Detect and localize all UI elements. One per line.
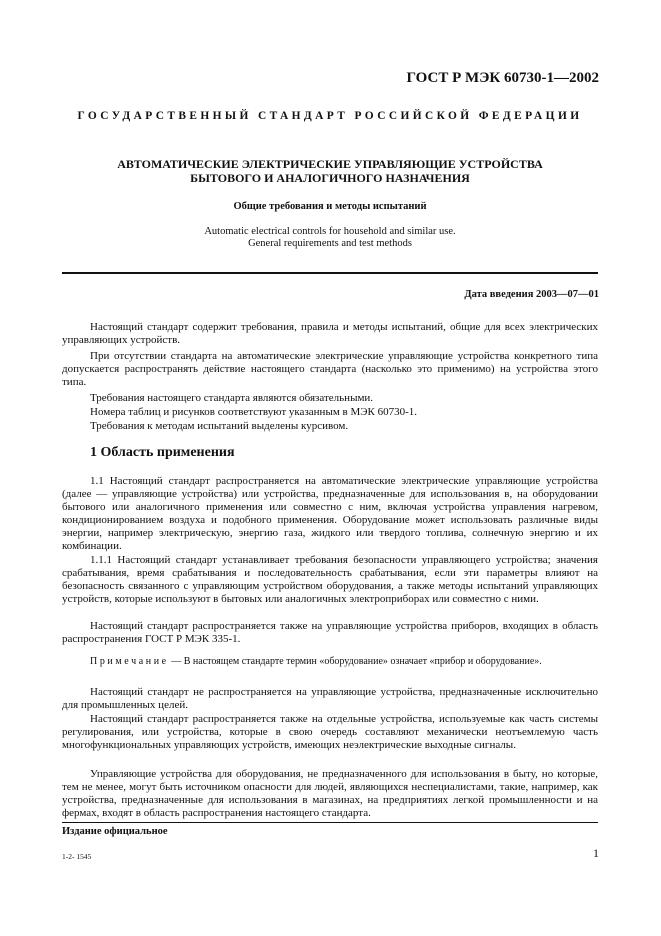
section-heading: 1 Область применения bbox=[90, 445, 235, 460]
note bbox=[62, 656, 598, 668]
english-title-line-2: General requirements and test methods bbox=[248, 238, 412, 249]
scope-paragraph: Управляющие устройства для оборудования, не предназначенного для использования в быту, но которые, тем не менее, могут быть источником опасности для людей, являющихся неспециалистами, такие, например, как устройства, предназначенные для использования в магазинах, на предприятиях легкой промышленности и на фермах, входят в область распространения настоящего стандарта. bbox=[62, 768, 598, 819]
document-subtitle: Общие требования и методы испытаний bbox=[233, 201, 427, 212]
document-title bbox=[62, 157, 598, 185]
state-standard-heading: ГОСУДАРСТВЕННЫЙ СТАНДАРТ РОССИЙСКОЙ ФЕДЕРАЦИИ bbox=[77, 110, 583, 122]
note-text: — В настоящем стандарте термин «оборудование» означает «прибор и оборудование». bbox=[171, 656, 542, 667]
edition-label: Издание официальное bbox=[62, 826, 168, 837]
note-label: Примечание bbox=[90, 656, 169, 667]
intro-paragraph: Требования настоящего стандарта являются обязательными. bbox=[90, 392, 374, 404]
scope-paragraph: Настоящий стандарт распространяется также на отдельные устройства, используемые как часть системы регулирования, или устройства, которые в свою очередь составляют механически неотъемлемую часть многофункциональных управляющих устройств, имеющих неэлектрические выходные сигналы. bbox=[62, 713, 598, 751]
intro-paragraph: Требования к методам испытаний выделены курсивом. bbox=[90, 420, 349, 432]
print-code: 1-2- 1545 bbox=[62, 852, 92, 861]
intro-paragraph: При отсутствии стандарта на автоматические электрические управляющие устройства конкретного типа допускается распространять действие настоящего стандарта (насколько это применимо) на устройства этого типа. bbox=[62, 350, 598, 388]
scope-paragraph: Настоящий стандарт не распространяется на управляющие устройства, предназначенные исключительно для промышленных целей. bbox=[62, 686, 598, 711]
title-divider bbox=[62, 272, 598, 274]
intro-paragraph: Номера таблиц и рисунков соответствуют указанным в МЭК 60730-1. bbox=[90, 406, 418, 418]
introduction-date: Дата введения 2003—07—01 bbox=[464, 289, 599, 300]
clause-1-1-1: 1.1.1 Настоящий стандарт устанавливает требования безопасности управляющего устройства; значения срабатывания, время срабатывания и последовательность срабатывания, если эти параметры влияют на безопасность связанного с управляющим устройством оборудования, а также методы испытаний управляющих устройств, которые используют в бытовых или аналогичных электроприборах или совместно с ними. bbox=[62, 554, 598, 605]
footer-divider bbox=[62, 822, 598, 823]
page-number: 1 bbox=[593, 846, 599, 860]
document-code: ГОСТ Р МЭК 60730-1—2002 bbox=[406, 70, 599, 86]
title-line-1: АВТОМАТИЧЕСКИЕ ЭЛЕКТРИЧЕСКИЕ УПРАВЛЯЮЩИЕ УСТРОЙСТВА bbox=[117, 157, 543, 171]
intro-paragraph: Настоящий стандарт содержит требования, правила и методы испытаний, общие для всех электрических управляющих устройств. bbox=[62, 321, 598, 346]
english-title-line-1: Automatic electrical controls for household and similar use. bbox=[204, 226, 456, 237]
english-title bbox=[62, 226, 598, 250]
scope-paragraph: Настоящий стандарт распространяется также на управляющие устройства приборов, входящих в область распространения ГОСТ Р МЭК 335-1. bbox=[62, 620, 598, 645]
title-line-2: БЫТОВОГО И АНАЛОГИЧНОГО НАЗНАЧЕНИЯ bbox=[190, 171, 470, 185]
clause-1-1: 1.1 Настоящий стандарт распространяется на автоматические электрические управляющие устройства (далее — управляющие устройства) или устройства, предназначенные для использования в, на оборудовании бытового или аналогичного применения или совместно с ним, включая устройства управления нагревом, кондиционированием воздуха и подобного применения. Оборудование может использовать различные виды энергии, например электрическую, энергию газа, жидкого или твердого топлива, солнечную энергию и их комбинации. bbox=[62, 475, 598, 552]
